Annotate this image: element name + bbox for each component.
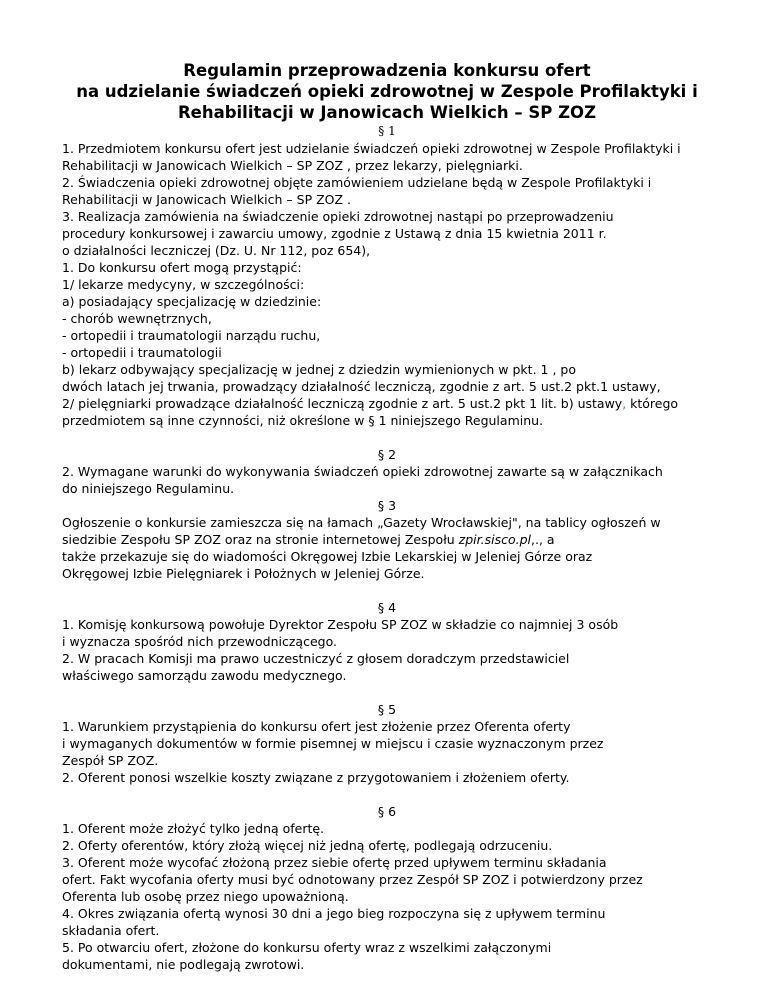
paragraph-line: do niniejszego Regulaminu. bbox=[62, 481, 235, 496]
paragraph-line bbox=[62, 395, 712, 412]
paragraph-line: 1. Do konkursu ofert mogą przystąpić: bbox=[62, 260, 302, 275]
paragraph-line: 1. Komisję konkursową powołuje Dyrektor Zespołu SP ZOZ w składzie co najmniej 3 osób bbox=[62, 617, 619, 632]
paragraph-line: dokumentami, nie podlegają zwrotowi. bbox=[62, 957, 305, 972]
paragraph-line: 1. Warunkiem przystąpienia do konkursu ofert jest złożenie przez Oferenta oferty bbox=[62, 719, 571, 734]
paragraph-line: - ortopedii i traumatologii narządu ruchu, bbox=[62, 328, 321, 343]
paragraph-line: 5. Po otwarciu ofert, złożone do konkursu oferty wraz z wszelkimi załączonymi bbox=[62, 940, 552, 955]
paragraph-line: o działalności leczniczej (Dz. U. Nr 112, poz 654), bbox=[62, 243, 371, 258]
document-title bbox=[62, 60, 712, 123]
section-2 bbox=[62, 446, 712, 497]
line-text: 2/ pielęgniarki prowadzące działalność leczniczą zgodnie z art. 5 ust.2 pkt 1 lit. b) ustawy bbox=[62, 396, 623, 411]
section-6 bbox=[62, 803, 712, 973]
paragraph-line: właściwego samorządu zawodu medycznego. bbox=[62, 668, 347, 683]
paragraph-line: Zespół SP ZOZ. bbox=[62, 753, 159, 768]
paragraph-line: także przekazuje się do wiadomości Okręgowej Izbie Lekarskiej w Jeleniej Górze oraz bbox=[62, 549, 593, 564]
paragraph-line: 2. Oferty oferentów, który złożą więcej niż jedną ofertę, podlegają odrzuceniu. bbox=[62, 838, 553, 853]
line-text: siedzibie Zespołu SP ZOZ oraz na stronie internetowej Zespołu bbox=[62, 532, 459, 547]
paragraph-line: 3. Oferent może wycofać złożoną przez siebie ofertę przed upływem terminu składania bbox=[62, 855, 607, 870]
paragraph-line: i wymaganych dokumentów w formie pisemnej w miejscu i czasie wyznaczonym przez bbox=[62, 736, 604, 751]
paragraph-line: dwóch latach jej trwania, prowadzący działalność leczniczą, zgodnie z art. 5 ust.2 pkt.1 ustawy, bbox=[62, 379, 661, 394]
paragraph-line: 1. Oferent może złożyć tylko jedną ofertę. bbox=[62, 821, 325, 836]
paragraph-line: Rehabilitacji w Janowicach Wielkich – SP ZOZ . bbox=[62, 192, 351, 207]
line-text: którego bbox=[626, 396, 679, 411]
paragraph-line: 2. Świadczenia opieki zdrowotnej objęte zamówieniem udzielane będą w Zespole Profilaktyki i bbox=[62, 175, 652, 190]
paragraph-line: Rehabilitacji w Janowicach Wielkich – SP ZOZ , przez lekarzy, pielęgniarki. bbox=[62, 158, 523, 173]
paragraph-line: Oferenta lub osobę przez niego upoważnioną. bbox=[62, 889, 349, 904]
title-line: na udzielanie świadczeń opieki zdrowotnej w Zespole Profilaktyki i bbox=[76, 82, 698, 101]
section-1 bbox=[62, 123, 712, 429]
paragraph-line: b) lekarz odbywający specjalizację w jednej z dziedzin wymienionych w pkt. 1 , po bbox=[62, 362, 576, 377]
paragraph-line: i wyznacza spośród nich przewodniczącego. bbox=[62, 634, 337, 649]
paragraph-line: przedmiotem są inne czynności, niż określone w § 1 niniejszego Regulaminu. bbox=[62, 413, 544, 428]
paragraph-line: 3. Realizacja zamówienia na świadczenie opieki zdrowotnej nastąpi po przeprowadzeniu bbox=[62, 209, 614, 224]
section-3 bbox=[62, 497, 712, 582]
paragraph-line: składania ofert. bbox=[62, 923, 160, 938]
document-page bbox=[62, 60, 712, 973]
website-link[interactable]: zpir.sisco.pl bbox=[458, 532, 531, 547]
paragraph-line: procedury konkursowej i zawarciu umowy, zgodnie z Ustawą z dnia 15 kwietnia 2011 r. bbox=[62, 226, 607, 241]
section-5 bbox=[62, 701, 712, 786]
paragraph-line: 2. W pracach Komisji ma prawo uczestniczyć z głosem doradczym przedstawiciel bbox=[62, 651, 570, 666]
section-heading: § 6 bbox=[377, 804, 397, 819]
section-heading: § 1 bbox=[378, 124, 396, 138]
section-heading: § 4 bbox=[377, 600, 397, 615]
line-text: ,., a bbox=[531, 532, 555, 547]
paragraph-line: Ogłoszenie o konkursie zamieszcza się na łamach „Gazety Wrocławskiej", na tablicy ogłoszeń w bbox=[62, 515, 661, 530]
section-heading: § 2 bbox=[377, 447, 397, 462]
paragraph-line: a) posiadający specjalizację w dziedzinie: bbox=[62, 294, 322, 309]
paragraph-line: 1. Przedmiotem konkursu ofert jest udzielanie świadczeń opieki zdrowotnej w Zespole Profilaktyki i bbox=[62, 141, 681, 156]
section-heading: § 5 bbox=[377, 702, 397, 717]
paragraph-line: - ortopedii i traumatologii bbox=[62, 345, 222, 360]
paragraph-line: - chorób wewnętrznych, bbox=[62, 311, 212, 326]
paragraph-line: Okręgowej Izbie Pielęgniarek i Położnych w Jeleniej Górze. bbox=[62, 566, 425, 581]
paragraph-line bbox=[62, 531, 712, 548]
paragraph-line: 1/ lekarze medycyny, w szczególności: bbox=[62, 277, 305, 292]
section-heading: § 3 bbox=[377, 498, 397, 513]
paragraph-line: 4. Okres związania ofertą wynosi 30 dni a jego bieg rozpoczyna się z upływem terminu bbox=[62, 906, 606, 921]
paragraph-line: ofert. Fakt wycofania oferty musi być odnotowany przez Zespół SP ZOZ i potwierdzony przez bbox=[62, 872, 643, 887]
paragraph-line: 2. Oferent ponosi wszelkie koszty związane z przygotowaniem i złożeniem oferty. bbox=[62, 770, 570, 785]
section-4 bbox=[62, 599, 712, 684]
title-line: Regulamin przeprowadzenia konkursu ofert bbox=[183, 61, 591, 80]
green-comma: , bbox=[622, 396, 627, 411]
paragraph-line: 2. Wymagane warunki do wykonywania świadczeń opieki zdrowotnej zawarte są w załącznikach bbox=[62, 464, 663, 479]
title-line: Rehabilitacji w Janowicach Wielkich – SP ZOZ bbox=[177, 103, 597, 122]
